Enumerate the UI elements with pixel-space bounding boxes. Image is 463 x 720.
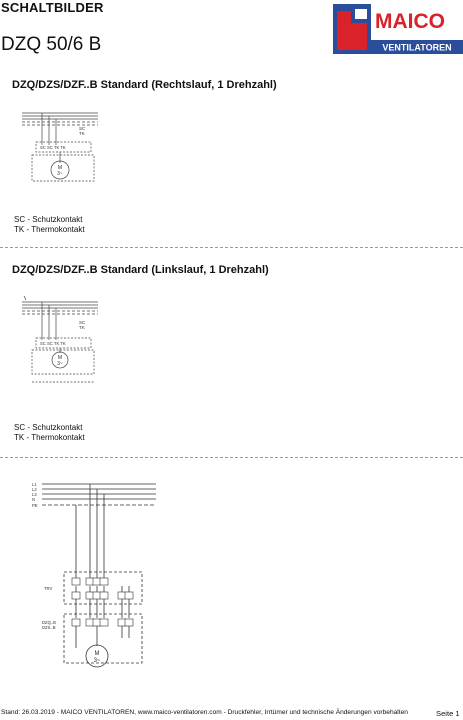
diagram-2-motor-m: M xyxy=(57,355,63,361)
logo-sub-text: VENTILATOREN xyxy=(382,42,452,53)
section-separator xyxy=(0,247,463,248)
document-title: DZQ 50/6 B xyxy=(1,34,102,55)
diagram-1-box-label: SC SC TK TK xyxy=(40,145,66,150)
section-2-heading: DZQ/DZS/DZF..B Standard (Linkslauf, 1 Drehzahl) xyxy=(12,264,269,276)
trv-label: TRV xyxy=(44,586,53,591)
wiring-diagram-1 xyxy=(20,103,120,183)
diagram-3-motor-m: M xyxy=(94,651,100,657)
line-label-l3: L3 xyxy=(32,492,37,497)
section-2-legend xyxy=(14,423,85,443)
device-label-dzq: DZQ..B xyxy=(42,620,56,625)
diagram-1-sc-label: SC xyxy=(79,126,86,131)
diagram-2-box-label: SC SC TK TK xyxy=(40,341,66,346)
device-label-dzs: DZS..B xyxy=(42,625,56,630)
section-separator xyxy=(0,457,463,458)
section-label: SCHALTBILDER xyxy=(1,0,104,15)
diagram-3-motor-phase: 3~ xyxy=(93,658,101,664)
section-1-legend xyxy=(14,215,85,235)
legend-sc: SC - Schutzkontakt xyxy=(14,215,83,224)
logo-brand-text: MAICO xyxy=(375,10,445,33)
legend-sc: SC - Schutzkontakt xyxy=(14,423,83,432)
diagram-1-motor-phase: 3~ xyxy=(57,171,63,177)
line-label-l1: L1 xyxy=(32,482,37,487)
line-label-l2: L2 xyxy=(32,487,37,492)
diagram-2-sc-label: SC xyxy=(79,320,86,325)
page-number: Seite 1 xyxy=(436,709,460,718)
diagram-1-motor-m: M xyxy=(57,165,63,171)
legend-tk: TK - Thermokontakt xyxy=(14,433,85,442)
diagram-2-tk-label: TK xyxy=(79,325,85,330)
line-label-pe: PE xyxy=(32,503,38,508)
section-1-heading: DZQ/DZS/DZF..B Standard (Rechtslauf, 1 Drehzahl) xyxy=(12,79,277,91)
diagram-1-tk-label: TK xyxy=(79,131,85,136)
wiring-diagram-3 xyxy=(28,478,158,673)
maico-logo xyxy=(333,3,463,55)
legend-tk: TK - Thermokontakt xyxy=(14,225,85,234)
line-label-n: N xyxy=(32,497,36,502)
diagram-2-motor-phase: 3~ xyxy=(57,361,63,367)
wiring-diagram-2 xyxy=(20,292,120,387)
footer-text: Stand: 26.03.2019 - MAICO VENTILATOREN, www.maico-ventilatoren.com - Druckfehler, Irrtümer und technische Änderungen vorbehalten xyxy=(1,709,408,716)
